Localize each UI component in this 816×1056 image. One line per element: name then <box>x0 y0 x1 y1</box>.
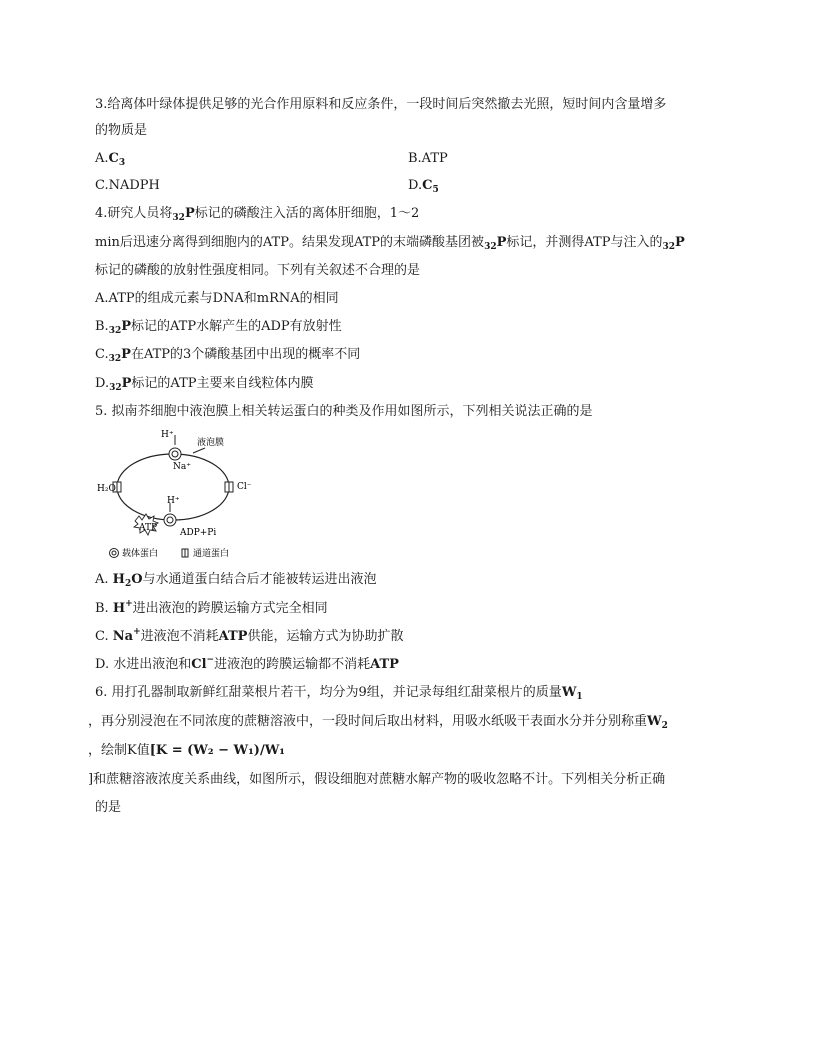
legend-channel-label: 通道蛋白 <box>193 549 230 559</box>
q3-option-c: C.NADPH <box>95 178 160 193</box>
q3-stem-line2: 的物质是 <box>95 123 148 138</box>
vacuole-transport-diagram <box>95 425 255 563</box>
legend-carrier-label: 载体蛋白 <box>122 549 159 559</box>
q4-option-a: A.ATP的组成元素与DNA和mRNA的相同 <box>95 291 339 306</box>
channel-protein-right <box>225 482 233 492</box>
h-top-label: H⁺ <box>161 430 174 440</box>
h2o-label: H₂O <box>97 484 116 494</box>
q6-stem-line5: 的是 <box>95 800 122 815</box>
q6-stem-line1: 6. 用打孔器制取新鲜红甜菜根片若干，均分为9组，并记录每组红甜菜根片的质量$W_1$ <box>95 685 583 702</box>
legend-channel-icon <box>182 549 188 557</box>
atp-label: ATP <box>139 523 158 533</box>
legend-carrier-icon <box>110 549 119 558</box>
q4-option-d: $D._{32}P$标记的ATP主要来自线粒体内膜 <box>95 376 314 393</box>
q6-stem-line3: ，绘制K值[K = (W₂ − W₁)/W₁ <box>88 743 285 758</box>
q5-stem: 5. 拟南芥细胞中液泡膜上相关转运蛋白的种类及作用如图所示，下列相关说法正确的是 <box>95 404 593 419</box>
q4-option-b: $B._{32}P$标记的ATP水解产生的ADP有放射性 <box>95 319 342 336</box>
q4-stem-line2: min后迅速分离得到细胞内的ATP。结果发现ATP的末端磷酸基团被$_{32}$P标记，并测得ATP与注入的$_{32}$P <box>95 235 685 252</box>
carrier-protein-bottom <box>164 514 176 526</box>
q5-option-a: A. $H_2O$与水通道蛋白结合后才能被转运进出液泡 <box>95 572 377 589</box>
cl-label: Cl⁻ <box>237 482 252 492</box>
q3-option-d: $D.C_5$ <box>408 178 439 195</box>
adp-label: ADP+Pi <box>180 528 217 538</box>
q5-option-c: C. Na+进液泡不消耗ATP供能，运输方式为协助扩散 <box>95 627 404 644</box>
q5-option-d: D. 水进出液泡和Cl−进液泡的跨膜运输都不消耗ATP <box>95 655 399 672</box>
membrane-pointer <box>193 448 205 453</box>
membrane-label: 液泡膜 <box>197 438 225 448</box>
q5-option-b: B. H+进出液泡的跨膜运输方式完全相同 <box>95 599 328 616</box>
na-label: Na⁺ <box>173 462 191 472</box>
q3-stem-line1: 3.给离体叶绿体提供足够的光合作用原料和反应条件，一段时间后突然撤去光照，短时间内含量增多 <box>95 97 667 112</box>
carrier-protein-top <box>169 448 181 460</box>
q4-option-c: $C._{32}P$在ATP的3个磷酸基团中出现的概率不同 <box>95 347 361 364</box>
q4-stem-line1: 4.研究人员将$_{32}$P标记的磷酸注入活的离体肝细胞，1～2 <box>95 206 420 223</box>
q3-option-b: B.ATP <box>408 151 448 166</box>
q6-stem-line4: ]和蔗糖溶液浓度关系曲线，如图所示，假设细胞对蔗糖水解产物的吸收忽略不计。下列相关分析正确 <box>88 772 666 787</box>
h-bottom-label: H⁺ <box>167 496 180 506</box>
q3-option-a: $A.C_3$ <box>95 151 126 168</box>
q4-stem-line3: 标记的磷酸的放射性强度相同。下列有关叙述不合理的是 <box>95 263 421 278</box>
q6-stem-line2: ，再分别浸泡在不同浓度的蔗糖溶液中，一段时间后取出材料，用吸水纸吸干表面水分并分别称重$W_2$ <box>88 714 668 731</box>
